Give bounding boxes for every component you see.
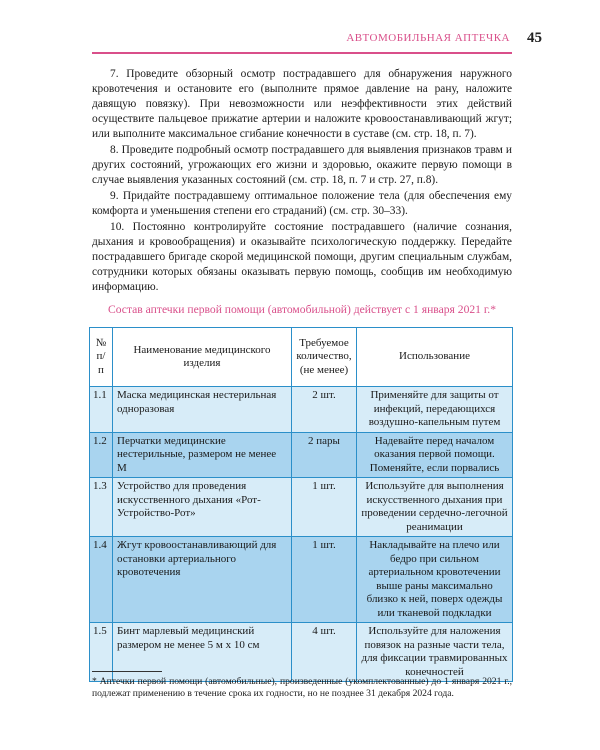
table-header-row — [90, 328, 513, 387]
col-header-use: Использование — [357, 328, 513, 387]
page-number: 45 — [527, 30, 542, 46]
row-number: 1.5 — [90, 623, 113, 682]
col-header-qty: Требуемое количество, (не менее) — [292, 328, 357, 387]
row-number: 1.1 — [90, 387, 113, 433]
item-name: Устройство для проведения искусственного дыхания «Рот-Устройство-Рот» — [113, 478, 292, 537]
body-text — [92, 67, 512, 296]
item-quantity: 2 пары — [292, 432, 357, 478]
table-row — [90, 387, 513, 433]
row-number: 1.3 — [90, 478, 113, 537]
header-divider — [92, 52, 512, 54]
first-aid-kit-table — [89, 327, 513, 682]
table-row — [90, 432, 513, 478]
item-usage: Надевайте перед началом оказания первой помощи. Поменяйте, если порвались — [357, 432, 513, 478]
row-number: 1.2 — [90, 432, 113, 478]
item-usage: Используйте для наложения повязок на разные части тела, для фиксации травмированных конечностей — [357, 623, 513, 682]
item-quantity: 1 шт. — [292, 537, 357, 623]
col-header-name: Наименование медицинского изделия — [113, 328, 292, 387]
paragraph-7: 7. Проведите обзорный осмотр пострадавшего для обнаружения наружного кровотечения и остановите его (выполните прямое давление на рану, наложите давящую повязку). При невозможности или неэффективности этих действий осуществите пальцевое прижатие артерии и наложите кровоостанавливающий жгут; или выполните максимальное сгибание конечности в суставе (см. стр. 18, п. 7). — [92, 68, 512, 140]
item-name: Бинт марлевый медицинский размером не менее 5 м х 10 см — [113, 623, 292, 682]
item-quantity: 1 шт. — [292, 478, 357, 537]
item-usage: Используйте для выполнения искусственного дыхания при проведении сердечно-легочной реанимации — [357, 478, 513, 537]
table-title: Состав аптечки первой помощи (автомобильной) действует с 1 января 2021 г.* — [107, 303, 496, 316]
item-quantity: 2 шт. — [292, 387, 357, 433]
footnote-divider — [92, 671, 162, 672]
paragraph-9: 9. Придайте пострадавшему оптимальное положение тела (для обеспечения ему комфорта и уменьшения степени его страданий) (см. стр. 30–33). — [92, 190, 512, 217]
paragraph-10: 10. Постоянно контролируйте состояние пострадавшего (наличие сознания, дыхания и кровообращения) и оказывайте психологическую поддержку. Передайте пострадавшего бригаде скорой медицинской помощи, другим специальным службам, сотрудники которых обязаны оказывать первую помощь, сообщив им необходимую информацию. — [92, 221, 512, 293]
table-row — [90, 537, 513, 623]
table-row — [90, 478, 513, 537]
running-head — [0, 30, 600, 50]
col-header-num: № п/п — [90, 328, 113, 387]
item-quantity: 4 шт. — [292, 623, 357, 682]
paragraph-8: 8. Проведите подробный осмотр пострадавшего для выявления признаков травм и других состояний, угрожающих его жизни и здоровью, окажите первую помощи в случае выявления указанных состояний (см. стр. 18, п. 7 и стр. 27, п.8). — [92, 144, 512, 186]
table-row — [90, 623, 513, 682]
row-number: 1.4 — [90, 537, 113, 623]
item-name: Маска медицинская нестерильная одноразовая — [113, 387, 292, 433]
footnote: * Аптечки первой помощи (автомобильные), произведенные (укомплектованные) до 1 января 2021 г., подлежат применению в течение срока их годности, но не позднее 31 декабря 2024 года. — [92, 676, 512, 699]
item-usage: Применяйте для защиты от инфекций, передающихся воздушно-капельным путем — [357, 387, 513, 433]
item-name: Жгут кровоостанавливающий для остановки артериального кровотечения — [113, 537, 292, 623]
item-usage: Накладывайте на плечо или бедро при сильном артериальном кровотечении выше раны максимально близко к ней, поверх одежды или тканевой подкладки — [357, 537, 513, 623]
running-title: АВТОМОБИЛЬНАЯ АПТЕЧКА — [346, 32, 510, 44]
item-name: Перчатки медицинские нестерильные, размером не менее М — [113, 432, 292, 478]
